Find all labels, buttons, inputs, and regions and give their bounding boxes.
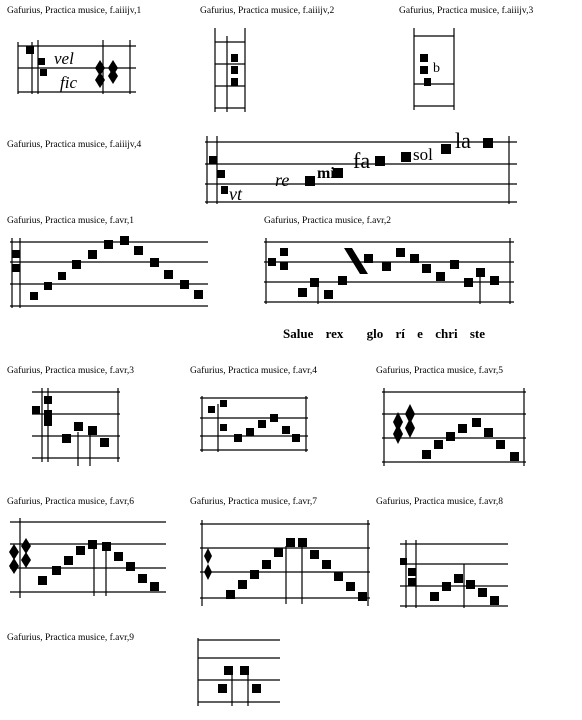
- lyrics-line: [283, 326, 494, 342]
- notation-avr-5: [380, 386, 530, 470]
- caption-avr-4: Gafurius, Practica musice, f.avr,4: [190, 366, 318, 376]
- caption-avr-6: Gafurius, Practica musice, f.avr,6: [7, 497, 135, 507]
- notation-aiiijv-1: [18, 38, 138, 96]
- notation-avr-3: [30, 386, 122, 468]
- caption-avr-1: Gafurius, Practica musice, f.avr,1: [7, 216, 135, 226]
- notation-avr-6: [8, 516, 168, 600]
- fig4-syllable-la: la: [455, 128, 471, 153]
- fig4-syllable-vt: vt: [229, 184, 242, 204]
- caption-aiiijv-1: Gafurius, Practica musice, f.aiiijv,1: [7, 6, 142, 16]
- notation-avr-8: [398, 536, 510, 610]
- fig1-word-fic: fic: [60, 73, 77, 92]
- fig4-syllable-mi: mi: [317, 165, 335, 182]
- notation-aiiijv-3: [410, 26, 460, 112]
- notation-aiiijv-2: [213, 26, 253, 114]
- fig3-flat-mark: b: [433, 61, 440, 76]
- caption-avr-9: Gafurius, Practica musice, f.avr,9: [7, 633, 135, 643]
- lyric-ste: ste: [469, 326, 486, 341]
- lyric-rex: rex: [325, 326, 344, 341]
- lyric-salue: Salue: [283, 326, 314, 341]
- caption-avr-5: Gafurius, Practica musice, f.avr,5: [376, 366, 504, 376]
- fig4-syllable-re: re: [275, 170, 290, 190]
- notation-avr-2: [262, 234, 518, 306]
- notation-avr-7: [198, 518, 372, 608]
- caption-avr-7: Gafurius, Practica musice, f.avr,7: [190, 497, 318, 507]
- lyric-ri: rí: [395, 326, 405, 341]
- notation-avr-4: [198, 394, 310, 452]
- caption-avr-8: Gafurius, Practica musice, f.avr,8: [376, 497, 504, 507]
- caption-aiiijv-2: Gafurius, Practica musice, f.aiiijv,2: [200, 6, 335, 16]
- caption-avr-3: Gafurius, Practica musice, f.avr,3: [7, 366, 135, 376]
- caption-aiiijv-3: Gafurius, Practica musice, f.aiiijv,3: [399, 6, 534, 16]
- caption-avr-2: Gafurius, Practica musice, f.avr,2: [264, 216, 392, 226]
- lyric-e: e: [417, 326, 423, 341]
- fig4-syllable-fa: fa: [353, 148, 371, 173]
- notation-aiiijv-4: [203, 130, 519, 206]
- fig1-word-vel: vel: [54, 49, 74, 68]
- lyric-glo: glo: [366, 326, 384, 341]
- caption-aiiijv-4: Gafurius, Practica musice, f.aiiijv,4: [7, 140, 142, 150]
- lyric-chri: chri: [435, 326, 458, 341]
- notation-avr-1: [8, 234, 210, 310]
- fig4-syllable-sol: sol: [413, 145, 433, 164]
- notation-avr-9: [196, 636, 282, 708]
